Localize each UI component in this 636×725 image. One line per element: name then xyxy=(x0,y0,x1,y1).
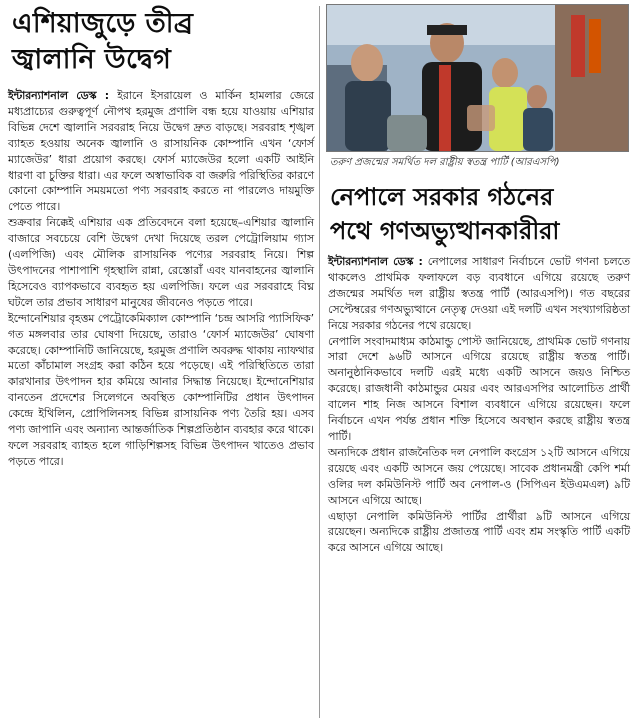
right-paragraph-3: অন্যদিকে প্রধান রাজনৈতিক দল নেপালি কংগ্রেস ১২টি আসনে এগিয়ে রয়েছে এবং একটি আসনে জয় পেয়েছে। সাবেক প্রধানমন্ত্রী কেপি শর্মা ওলির দল কমিউনিস্ট পার্টি অব নেপাল-ও (সিপিএন ইউএমএল) ৯টি আসনে এগিয়ে আছে। xyxy=(328,445,630,507)
right-paragraph-1 xyxy=(328,254,630,334)
right-headline-line1: নেপালে সরকার গঠনের xyxy=(330,183,554,211)
left-dateline: ইন্টারন্যাশনাল ডেস্ক : xyxy=(8,89,110,102)
right-paragraph-2: নেপালি সংবাদমাধ্যম কাঠমান্ডু পোস্ট জানিয়েছে, প্রাথমিক ভোট গণনায় সারা দেশে ৯৬টি আসনে এগিয়ে রয়েছে রাষ্ট্রীয় স্বতন্ত্র পার্টি। অনানুষ্ঠানিকভাবে দলটি এরই মধ্যে একটি আসনে জয়ও নিশ্চিত করেছে। রাজধানী কাঠমান্ডুর মেয়র এবং আরএসপির আলোচিত প্রার্থী বালেন শাহ নিজ আসনে বিশাল ব্যবধানে এগিয়ে রয়েছেন। ফলে নির্বাচনে এখন পর্যন্ত প্রধান শক্তি হিসেবে অবস্থান করছে রাষ্ট্রীয় স্বতন্ত্র পার্টি। xyxy=(328,334,630,443)
rally-photo xyxy=(326,4,629,152)
right-paragraph-4: এছাড়া নেপালি কমিউনিস্ট পার্টির প্রার্থীরা ৯টি আসনে এগিয়ে রয়েছেন। অন্যদিকে রাষ্ট্রীয় প্রজাতন্ত্র পার্টি এবং শ্রম সংস্কৃতি পার্টি একটি করে আসনে এগিয়ে আছে। xyxy=(328,509,630,555)
left-headline-line2: জ্বালানি উদ্বেগ xyxy=(12,44,172,75)
left-headline-line1: এশিয়াজুড়ে তীব্র xyxy=(12,8,194,39)
left-paragraph-3: ইন্দোনেশিয়ার বৃহত্তম পেট্রোকেমিক্যাল কোম্পানি ‘চন্দ্র আসরি প্যাসিফিক’ গত মঙ্গলবার তার ঘোষণা দিয়েছে, তারাও ‘ফোর্স ম্যাজেউর’ ঘোষণা করেছে। কোম্পানিটি জানিয়েছে, হরমুজ প্রণালি অবরুদ্ধ থাকায় ন্যাফথার মতো কাঁচামাল সংগ্রহ করা কঠিন হয়ে পড়েছে। এই পরিস্থিতিতে তারা কারখানার উৎপাদন হার কমিয়ে আনার সিদ্ধান্ত নিয়েছে। ইন্দোনেশিয়ার বানতেন প্রদেশের সিলেগনে অবস্থিত কোম্পানিটির প্রধান উৎপাদন কেন্দ্রে ইথিলিন, প্রোপিলিনসহ বিভিন্ন রাসায়নিক পণ্য তৈরি হয়। এসব পণ্য জাপানি এবং অন্যান্য আন্তর্জাতিক শিল্পপ্রতিষ্ঠান ব্যবহার করে থাকে। ফলে সরবরাহ ব্যাহত হলে গাড়িশিল্পসহ বিভিন্ন উৎপাদন খাতেও প্রভাব পড়তে পারে। xyxy=(8,311,314,468)
right-headline xyxy=(330,180,630,248)
right-article-body xyxy=(328,254,630,556)
column-divider xyxy=(319,6,320,718)
photo-caption: তরুণ প্রজন্মের সমর্থিত দল রাষ্ট্রীয় স্বতন্ত্র পার্টি (আরএসপি) xyxy=(330,157,560,168)
rally-photo-illustration xyxy=(327,5,628,151)
left-headline xyxy=(12,6,314,78)
left-article-body xyxy=(8,88,314,470)
right-dateline: ইন্টারন্যাশনাল ডেস্ক : xyxy=(328,255,423,268)
right-headline-line2: পথে গণঅভ্যুত্থানকারীরা xyxy=(330,217,560,245)
left-article xyxy=(6,4,314,720)
left-paragraph-2: শুক্রবার নিক্কেই এশিয়ার এক প্রতিবেদনে বলা হয়েছে–এশিয়ার জ্বালানি বাজারে সবচেয়ে বেশি উদ্বেগ দেখা দিয়েছে তরল পেট্রোলিয়াম গ্যাস (এলপিজি) এবং মৌলিক রাসায়নিক পণ্যের সরবরাহ নিয়ে। শিল্প উৎপাদনের পাশাপাশি গৃহস্থালি রান্না, রেস্তোরাঁ এবং যানবাহনের জ্বালানি হিসেবেও ব্যাপকভাবে ব্যবহৃত হয় এলপিজি। ফলে এর সরবরাহে বিঘ্ন ঘটলে তার প্রভাব সাধারণ মানুষের জীবনেও পড়তে পারে। xyxy=(8,216,314,309)
right-paragraph-1-text: নেপালের সাধারণ নির্বাচনে ভোট গণনা চলতে থাকলেও প্রাথমিক ফলাফলে বড় ব্যবধানে এগিয়ে রয়েছে তরুণ প্রজন্মের সমর্থিত দল রাষ্ট্রীয় স্বতন্ত্র পার্টি (আরএসপি)। গত বছরের সেপ্টেম্বরের গণঅভ্যুত্থানে নেতৃত্ব দেওয়া এই দলটি এখন সংখ্যাগরিষ্ঠতা নিয়ে সরকার গঠনের পথে রয়েছে। xyxy=(328,255,630,332)
left-paragraph-1-text: ইরানে ইসরায়েল ও মার্কিন হামলার জেরে মধ্যপ্রাচ্যের গুরুত্বপূর্ণ নৌপথ হরমুজ প্রণালি বন্ধ হয়ে যাওয়ায় এশিয়ার বিভিন্ন দেশে জ্বালানি সরবরাহ নিয়ে উদ্বেগ দ্রুত বাড়ছে। সরবরাহ শৃঙ্খল ব্যাহত হওয়ায় অনেক জ্বালানি ও রাসায়নিক কোম্পানি এখন ‘ফোর্স ম্যাজেউর’ ধারা প্রয়োগ করছে। ফোর্স ম্যাজেউর হলো একটি আইনি ধারণা বা চুক্তির ধারা। এর ফলে অস্বাভাবিক বা জরুরি পরিস্থিতির কারণে কোনো কোম্পানি সময়মতো পণ্য সরবরাহ করতে না পারলেও দায়মুক্তি পেতে পারে। xyxy=(8,89,314,214)
left-paragraph-1 xyxy=(8,88,314,215)
right-article xyxy=(326,4,630,720)
